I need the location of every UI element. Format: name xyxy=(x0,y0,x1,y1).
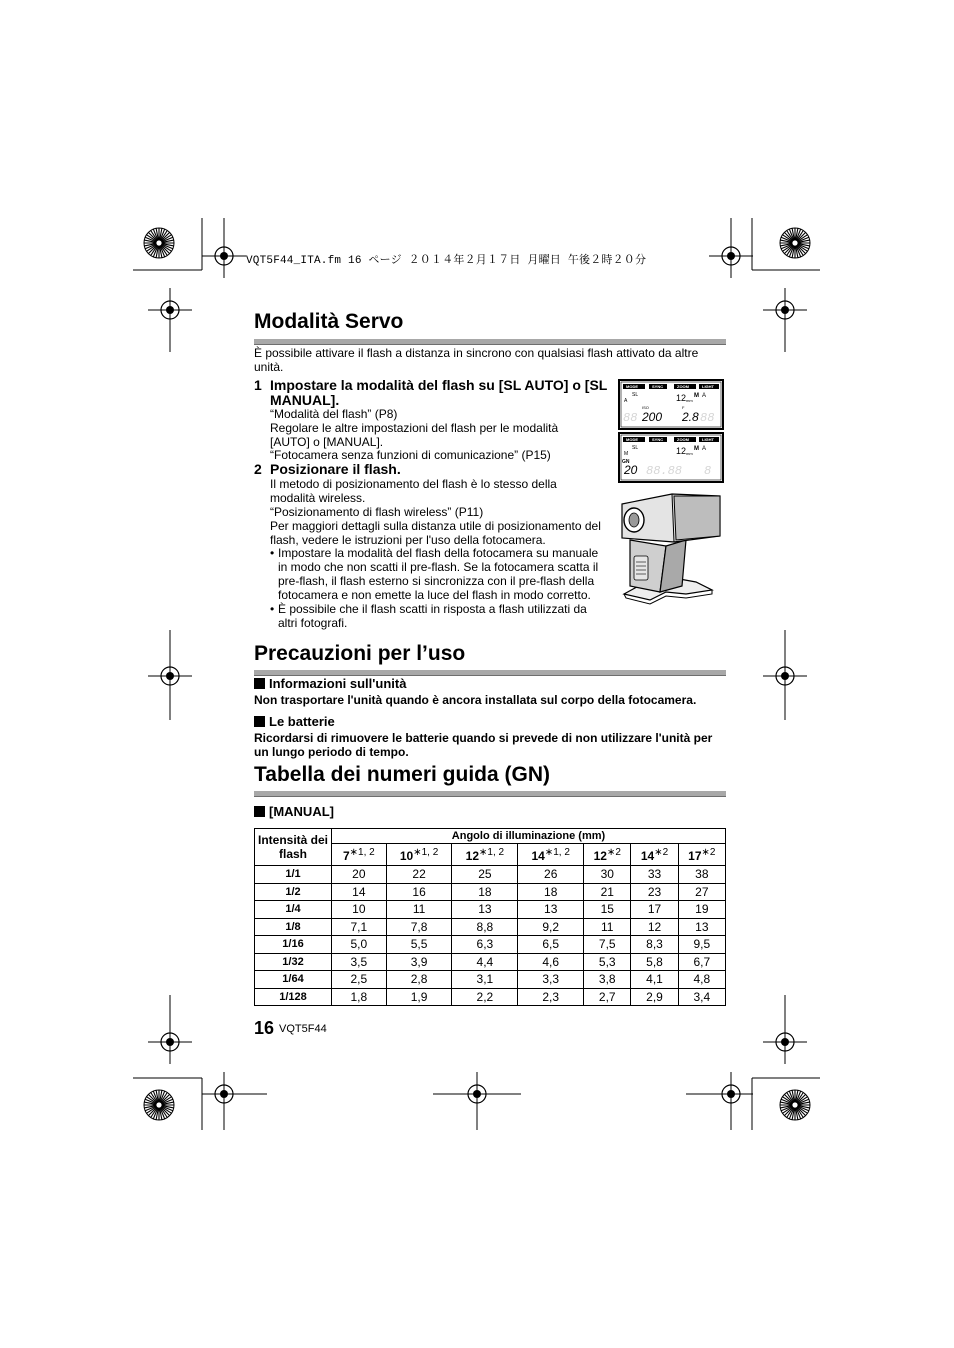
svg-text:12: 12 xyxy=(676,446,687,456)
lcd1-tab-mode: MODE xyxy=(626,384,638,389)
print-header-line: VQT5F44_ITA.fm 16 ページ ２０１４年２月１７日 月曜日 午後２時２０分 xyxy=(246,255,647,267)
table-cell: 15 xyxy=(584,901,631,919)
lcd2-tab-mode: MODE xyxy=(626,437,638,442)
table-cell: 5,3 xyxy=(584,953,631,971)
row-label: 1/8 xyxy=(255,918,332,936)
table-cell: 2,7 xyxy=(584,988,631,1006)
row-label: 1/128 xyxy=(255,988,332,1006)
table-cell: 3,1 xyxy=(452,971,518,989)
row-label: 1/1 xyxy=(255,866,332,884)
step-2-line-1: Il metodo di posizionamento del flash è lo stesso della modalità wireless. xyxy=(270,477,557,505)
column-header-0: $7^{∗1, 2}$ xyxy=(332,844,387,866)
table-cell: 2,8 xyxy=(386,971,452,989)
svg-text:GN: GN xyxy=(622,459,630,465)
table-cell: 3,9 xyxy=(386,953,452,971)
table-row xyxy=(255,901,726,919)
lcd-panel-sl-auto xyxy=(618,379,724,435)
lcd-panel-sl-manual xyxy=(618,432,724,488)
table-cell: 2,5 xyxy=(332,971,387,989)
batteries-text: Ricordarsi di rimuovere le batterie quando si prevede di non utilizzare l'unità per un lungo periodo di tempo. xyxy=(254,731,713,759)
svg-text:200: 200 xyxy=(642,410,663,424)
table-cell: 18 xyxy=(452,883,518,901)
table-cell: 19 xyxy=(678,901,725,919)
table-row xyxy=(255,936,726,954)
subhead-unit-info: Informazioni sull'unità xyxy=(254,676,406,691)
table-cell: 13 xyxy=(678,918,725,936)
unit-info-text: Non trasportare l'unità quando è ancora installata sul corpo della fotocamera. xyxy=(254,693,697,707)
step-2-bullet-1: • Impostare la modalità del flash della fotocamera su manuale in modo che non scatti il pre-flash. Se la fotocamera scatta il pre-flash, il flash esterno si sincronizza con il pre-flash della fotocamera e non emette la luce del flash in modo corretto. xyxy=(270,546,599,602)
step-1-line-2: Regolare le altre impostazioni del flash per le modalità [AUTO] o [MANUAL]. xyxy=(270,421,559,449)
svg-text:20: 20 xyxy=(624,463,638,477)
step-2-text: Posizionare il flash. xyxy=(270,461,401,477)
table-row xyxy=(255,883,726,901)
column-header-6: $17^{∗2}$ xyxy=(678,844,725,866)
section-title-precautions: Precauzioni per l’uso xyxy=(254,642,466,665)
step-1-line-3: “Fotocamera senza funzioni di comunicazione” (P15) xyxy=(270,448,551,462)
row-label: 1/4 xyxy=(255,901,332,919)
svg-text:88: 88 xyxy=(700,411,715,425)
table-cell: 5,5 xyxy=(386,936,452,954)
svg-text:mm: mm xyxy=(686,451,693,456)
flash-unit-illustration xyxy=(616,490,726,615)
svg-text:SL: SL xyxy=(632,392,639,398)
document-code: VQT5F44 xyxy=(279,1023,327,1035)
table-cell: 20 xyxy=(332,866,387,884)
table-cell: 2,3 xyxy=(518,988,584,1006)
table-cell: 3,4 xyxy=(678,988,725,1006)
section-rule xyxy=(254,339,726,345)
table-cell: 9,2 xyxy=(518,918,584,936)
table-cell: 11 xyxy=(386,901,452,919)
table-row xyxy=(255,918,726,936)
step-1-line-1: “Modalità del flash” (P8) xyxy=(270,407,398,421)
svg-text:88: 88 xyxy=(623,411,638,425)
row-label: 1/2 xyxy=(255,883,332,901)
svg-text:M: M xyxy=(694,393,699,399)
step-1-text: Impostare la modalità del flash su [SL AUTO] o [SL MANUAL]. xyxy=(270,377,608,408)
table-cell: 2,2 xyxy=(452,988,518,1006)
table-cell: 1,9 xyxy=(386,988,452,1006)
subhead-manual: [MANUAL] xyxy=(254,804,334,819)
step-2-line-2: “Posizionamento di flash wireless” (P11) xyxy=(270,505,484,519)
table-cell: 6,7 xyxy=(678,953,725,971)
table-cell: 5,0 xyxy=(332,936,387,954)
svg-text:F: F xyxy=(682,405,685,410)
step-1-number: 1 xyxy=(254,377,262,393)
svg-text:2.8: 2.8 xyxy=(682,410,699,424)
table-cell: 3,5 xyxy=(332,953,387,971)
table-cell: 4,6 xyxy=(518,953,584,971)
step-2-number: 2 xyxy=(254,461,262,477)
table-body xyxy=(255,866,726,1006)
lcd2-tab-sync: SYNC xyxy=(652,437,664,442)
table-cell: 7,5 xyxy=(584,936,631,954)
table-cell: 18 xyxy=(518,883,584,901)
page-number: 16 xyxy=(254,1018,275,1038)
table-cell: 7,1 xyxy=(332,918,387,936)
table-cell: 4,1 xyxy=(631,971,678,989)
table-cell: 9,5 xyxy=(678,936,725,954)
svg-text:SL: SL xyxy=(632,445,639,451)
table-cell: 17 xyxy=(631,901,678,919)
table-cell: 26 xyxy=(518,866,584,884)
column-header-4: $12^{∗2}$ xyxy=(584,844,631,866)
svg-text:88.88: 88.88 xyxy=(646,464,683,478)
svg-text:M: M xyxy=(694,446,699,452)
svg-text:A: A xyxy=(702,393,707,399)
table-cell: 5,8 xyxy=(631,953,678,971)
table-cell: 22 xyxy=(386,866,452,884)
table-cell: 2,9 xyxy=(631,988,678,1006)
group-header-angle: Angolo di illuminazione (mm) xyxy=(332,829,726,844)
svg-text:A: A xyxy=(624,398,628,404)
table-cell: 1,8 xyxy=(332,988,387,1006)
servo-intro: È possibile attivare il flash a distanza in sincrono con qualsiasi flash attivato da altre unità. xyxy=(254,346,699,374)
guide-number-table xyxy=(254,828,726,1006)
step-1-heading xyxy=(254,378,609,408)
row-label: 1/32 xyxy=(255,953,332,971)
table-row xyxy=(255,866,726,884)
table-cell: 13 xyxy=(518,901,584,919)
table-cell: 27 xyxy=(678,883,725,901)
table-cell: 6,5 xyxy=(518,936,584,954)
svg-text:12: 12 xyxy=(676,393,687,403)
column-header-5: $14^{∗2}$ xyxy=(631,844,678,866)
table-cell: 4,4 xyxy=(452,953,518,971)
table-cell: 14 xyxy=(332,883,387,901)
table-cell: 3,8 xyxy=(584,971,631,989)
table-cell: 3,3 xyxy=(518,971,584,989)
table-cell: 13 xyxy=(452,901,518,919)
column-header-2: $12^{∗1, 2}$ xyxy=(452,844,518,866)
step-2-bullet-2: • È possibile che il flash scatti in risposta a flash utilizzati da altri fotografi. xyxy=(270,602,587,630)
column-header-3: $14^{∗1, 2}$ xyxy=(518,844,584,866)
table-cell: 33 xyxy=(631,866,678,884)
lcd2-tab-light: LIGHT xyxy=(702,437,714,442)
svg-text:A: A xyxy=(702,446,707,452)
row-label: 1/64 xyxy=(255,971,332,989)
table-cell: 11 xyxy=(584,918,631,936)
section-title-servo: Modalità Servo xyxy=(254,310,404,333)
table-cell: 10 xyxy=(332,901,387,919)
section-title-gn-table: Tabella dei numeri guida (GN) xyxy=(254,763,550,786)
table-cell: 30 xyxy=(584,866,631,884)
table-row xyxy=(255,971,726,989)
step-2-heading xyxy=(254,462,609,477)
svg-text:mm: mm xyxy=(686,398,693,403)
table-row xyxy=(255,953,726,971)
table-cell: 16 xyxy=(386,883,452,901)
section-rule xyxy=(254,791,726,797)
table-cell: 8,8 xyxy=(452,918,518,936)
subhead-batteries: Le batterie xyxy=(254,714,335,729)
table-cell: 6,3 xyxy=(452,936,518,954)
table-cell: 21 xyxy=(584,883,631,901)
table-row xyxy=(255,988,726,1006)
lcd1-tab-sync: SYNC xyxy=(652,384,664,389)
table-cell: 25 xyxy=(452,866,518,884)
column-header-1: $10^{∗1, 2}$ xyxy=(386,844,452,866)
row-label: 1/16 xyxy=(255,936,332,954)
lcd1-tab-light: LIGHT xyxy=(702,384,714,389)
table-cell: 23 xyxy=(631,883,678,901)
svg-text:M: M xyxy=(624,451,629,457)
svg-text:8: 8 xyxy=(704,464,712,478)
lcd1-tab-zoom: ZOOM xyxy=(677,384,689,389)
step-2-line-3: Per maggiori dettagli sulla distanza utile di posizionamento del flash, vedere le istruzioni per l'uso della fotocamera. xyxy=(270,519,601,547)
lcd2-tab-zoom: ZOOM xyxy=(677,437,689,442)
svg-text:ISO: ISO xyxy=(642,405,649,410)
table-cell: 7,8 xyxy=(386,918,452,936)
table-cell: 4,8 xyxy=(678,971,725,989)
table-cell: 38 xyxy=(678,866,725,884)
row-header-intensity: Intensità dei flash xyxy=(255,829,332,866)
table-cell: 12 xyxy=(631,918,678,936)
table-cell: 8,3 xyxy=(631,936,678,954)
